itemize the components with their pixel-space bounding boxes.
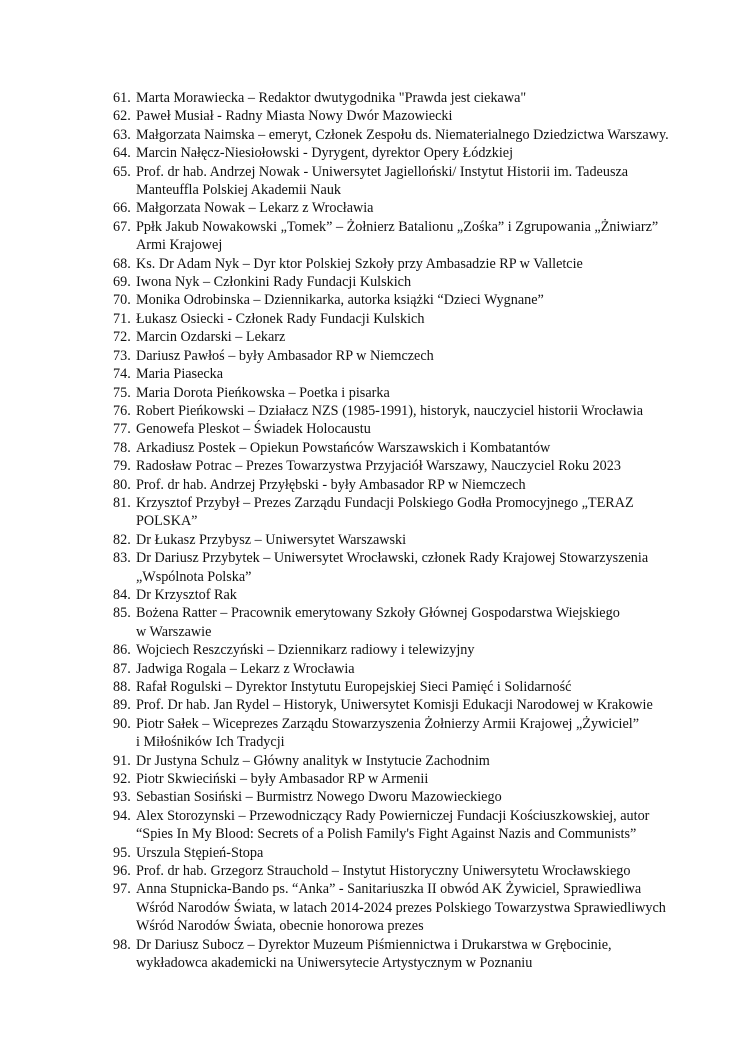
list-item [113, 788, 673, 806]
item-text-line: Paweł Musiał - Radny Miasta Nowy Dwór Mazowiecki [136, 108, 453, 125]
item-number: 86. [113, 642, 131, 659]
item-text-line: Wojciech Reszczyński – Dziennikarz radiowy i telewizyjny [136, 642, 475, 659]
item-text [136, 531, 673, 549]
list-item [113, 365, 673, 383]
list-item [113, 678, 673, 696]
list-item [113, 844, 673, 862]
item-text-line: Bożena Ratter – Pracownik emerytowany Szkoły Głównej Gospodarstwa Wiejskiego [136, 605, 620, 622]
item-text [136, 126, 673, 144]
item-number: 76. [113, 402, 131, 419]
list-item [113, 255, 673, 273]
item-number: 67. [113, 218, 131, 235]
item-text [136, 347, 673, 365]
item-text [136, 365, 673, 383]
item-text [136, 273, 673, 291]
list-item [113, 862, 673, 880]
list-item [113, 660, 673, 678]
item-text-line: Wśród Narodów Świata, w latach 2014-2024 prezes Polskiego Towarzystwa Sprawiedliwych [136, 899, 666, 916]
item-text-line: Iwona Nyk – Członkini Rady Fundacji Kulskich [136, 274, 412, 291]
item-number: 63. [113, 126, 131, 143]
item-text-line: Małgorzata Naimska – emeryt, Członek Zespołu ds. Niematerialnego Dziedzictwa Warszawy. [136, 126, 669, 143]
item-number: 71. [113, 310, 131, 327]
list-item [113, 347, 673, 365]
item-text [136, 715, 673, 752]
item-number: 90. [113, 715, 131, 732]
item-text-line: Arkadiusz Postek – Opiekun Powstańców Warszawskich i Kombatantów [136, 439, 551, 456]
list-item [113, 531, 673, 549]
list-item [113, 89, 673, 107]
item-text [136, 494, 673, 531]
list-item [113, 936, 673, 973]
list-item [113, 476, 673, 494]
list-item [113, 494, 673, 531]
item-text-line: Ks. Dr Adam Nyk – Dyr ktor Polskiej Szkoły przy Ambasadzie RP w Valletcie [136, 255, 583, 272]
item-number: 82. [113, 531, 131, 548]
item-text-line: Radosław Potrac – Prezes Towarzystwa Przyjaciół Warszawy, Nauczyciel Roku 2023 [136, 458, 621, 475]
list-item [113, 641, 673, 659]
list-item [113, 218, 673, 255]
list-item [113, 549, 673, 586]
item-text-line: Piotr Sałek – Wiceprezes Zarządu Stowarzyszenia Żołnierzy Armii Krajowej „Żywiciel” [136, 715, 640, 732]
item-number: 94. [113, 807, 131, 824]
list-item [113, 144, 673, 162]
item-text [136, 788, 673, 806]
list-item [113, 439, 673, 457]
item-number: 92. [113, 771, 131, 788]
item-number: 70. [113, 292, 131, 309]
item-text [136, 199, 673, 217]
item-number: 97. [113, 881, 131, 898]
item-text [136, 696, 673, 714]
list-item [113, 770, 673, 788]
list-item [113, 384, 673, 402]
item-number: 62. [113, 108, 131, 125]
item-text-line: Jadwiga Rogala – Lekarz z Wrocławia [136, 660, 355, 677]
item-number: 98. [113, 936, 131, 953]
item-text-line: Krzysztof Przybył – Prezes Zarządu Fundacji Polskiego Godła Promocyjnego „TERAZ [136, 494, 634, 511]
item-text [136, 402, 673, 420]
item-text-line: Marcin Ozdarski – Lekarz [136, 329, 286, 346]
item-text [136, 549, 673, 586]
item-text-line: Armi Krajowej [136, 237, 223, 254]
item-text [136, 439, 673, 457]
item-number: 91. [113, 752, 131, 769]
item-text [136, 107, 673, 125]
item-text-line: Genowefa Pleskot – Świadek Holocaustu [136, 421, 371, 438]
item-text-line: Robert Pieńkowski – Działacz NZS (1985-1991), historyk, nauczyciel historii Wrocławia [136, 402, 644, 419]
item-text-line: “Spies In My Blood: Secrets of a Polish Family's Fight Against Nazis and Communists” [136, 826, 637, 843]
item-text [136, 310, 673, 328]
item-text [136, 144, 673, 162]
item-text [136, 291, 673, 309]
item-text-line: Łukasz Osiecki - Członek Rady Fundacji Kulskich [136, 310, 425, 327]
item-number: 93. [113, 789, 131, 806]
list-item [113, 604, 673, 641]
list-item [113, 715, 673, 752]
list-item [113, 291, 673, 309]
item-text [136, 641, 673, 659]
item-number: 77. [113, 421, 131, 438]
item-text [136, 89, 673, 107]
item-text [136, 678, 673, 696]
item-number: 87. [113, 660, 131, 677]
list-item [113, 273, 673, 291]
item-text [136, 862, 673, 880]
item-text-line: Piotr Skwieciński – były Ambasador RP w Armenii [136, 771, 429, 788]
signatories-list [113, 89, 673, 973]
item-number: 79. [113, 458, 131, 475]
item-number: 83. [113, 550, 131, 567]
item-text [136, 660, 673, 678]
list-item [113, 696, 673, 714]
item-text-line: Małgorzata Nowak – Lekarz z Wrocławia [136, 200, 374, 217]
list-item [113, 163, 673, 200]
item-text [136, 844, 673, 862]
item-text [136, 328, 673, 346]
item-text [136, 218, 673, 255]
item-text [136, 476, 673, 494]
list-item [113, 402, 673, 420]
list-item [113, 310, 673, 328]
list-item [113, 199, 673, 217]
item-text [136, 752, 673, 770]
item-number: 68. [113, 255, 131, 272]
item-text [136, 420, 673, 438]
item-number: 61. [113, 90, 131, 106]
item-number: 80. [113, 476, 131, 493]
item-text-line: Monika Odrobinska – Dziennikarka, autorka książki “Dzieci Wygnane” [136, 292, 544, 309]
item-text-line: Dariusz Pawłoś – były Ambasador RP w Niemczech [136, 347, 434, 364]
item-text [136, 770, 673, 788]
item-text-line: Marta Morawiecka – Redaktor dwutygodnika "Prawda jest ciekawa" [136, 90, 527, 106]
item-text-line: Anna Stupnicka-Bando ps. “Anka” - Sanitariuszka II obwód AK Żywiciel, Sprawiedliwa [136, 881, 642, 898]
item-text-line: Ppłk Jakub Nowakowski „Tomek” – Żołnierz Batalionu „Zośka” i Zgrupowania „Żniwiarz” [136, 218, 659, 235]
list-item [113, 107, 673, 125]
item-number: 78. [113, 439, 131, 456]
list-item [113, 752, 673, 770]
item-text [136, 384, 673, 402]
item-text-line: Rafał Rogulski – Dyrektor Instytutu Europejskiej Sieci Pamięć i Solidarność [136, 679, 572, 695]
item-number: 85. [113, 605, 131, 622]
item-number: 95. [113, 844, 131, 861]
list-item [113, 807, 673, 844]
item-number: 69. [113, 274, 131, 291]
item-text-line: POLSKA” [136, 513, 198, 530]
item-text-line: Prof. dr hab. Andrzej Nowak - Uniwersytet Jagielloński/ Instytut Historii im. Tadeusza [136, 163, 629, 180]
list-item [113, 328, 673, 346]
list-item [113, 457, 673, 475]
item-text [136, 936, 673, 973]
item-number: 89. [113, 697, 131, 714]
item-text-line: Dr Krzysztof Rak [136, 586, 237, 603]
item-number: 65. [113, 163, 131, 180]
item-text-line: Marcin Nałęcz-Niesiołowski - Dyrygent, dyrektor Opery Łódzkiej [136, 145, 514, 162]
item-number: 84. [113, 586, 131, 603]
item-number: 81. [113, 494, 131, 511]
item-text-line: Manteuffla Polskiej Akademii Nauk [136, 182, 342, 199]
item-text-line: i Miłośników Ich Tradycji [136, 734, 285, 751]
item-text-line: Sebastian Sosiński – Burmistrz Nowego Dworu Mazowieckiego [136, 789, 502, 806]
item-text-line: Dr Justyna Schulz – Główny analityk w Instytucie Zachodnim [136, 752, 490, 769]
item-text-line: Dr Dariusz Przybytek – Uniwersytet Wrocławski, członek Rady Krajowej Stowarzyszenia [136, 550, 649, 567]
item-number: 96. [113, 863, 131, 880]
item-text-line: Dr Łukasz Przybysz – Uniwersytet Warszawski [136, 531, 407, 548]
item-text [136, 586, 673, 604]
item-number: 73. [113, 347, 131, 364]
item-text-line: Dr Dariusz Subocz – Dyrektor Muzeum Piśmiennictwa i Drukarstwa w Grębocinie, [136, 936, 612, 953]
list-item [113, 586, 673, 604]
item-text [136, 880, 673, 935]
item-number: 72. [113, 329, 131, 346]
item-number: 88. [113, 679, 131, 695]
item-text-line: Prof. dr hab. Andrzej Przyłębski - były Ambasador RP w Niemczech [136, 476, 526, 493]
item-text-line: „Wspólnota Polska” [136, 568, 252, 585]
item-text [136, 604, 673, 641]
list-item [113, 126, 673, 144]
list-item [113, 420, 673, 438]
item-text [136, 163, 673, 200]
item-text-line: Prof. Dr hab. Jan Rydel – Historyk, Uniwersytet Komisji Edukacji Narodowej w Krakowie [136, 697, 653, 714]
item-text-line: w Warszawie [136, 623, 212, 640]
list-item [113, 880, 673, 935]
item-text [136, 255, 673, 273]
item-text [136, 807, 673, 844]
item-number: 64. [113, 145, 131, 162]
item-number: 66. [113, 200, 131, 217]
item-text-line: Alex Storozynski – Przewodniczący Rady Powierniczej Fundacji Kościuszkowskiej, autor [136, 807, 650, 824]
item-text-line: Maria Piasecka [136, 366, 224, 383]
item-text-line: Maria Dorota Pieńkowska – Poetka i pisarka [136, 384, 390, 401]
item-text-line: Urszula Stępień-Stopa [136, 844, 264, 861]
item-text-line: wykładowca akademicki na Uniwersytecie Artystycznym w Poznaniu [136, 955, 533, 972]
item-text-line: Prof. dr hab. Grzegorz Strauchold – Instytut Historyczny Uniwersytetu Wrocławskiego [136, 863, 631, 880]
item-text [136, 457, 673, 475]
item-number: 74. [113, 366, 131, 383]
item-number: 75. [113, 384, 131, 401]
item-text-line: Wśród Narodów Świata, obecnie honorowa prezes [136, 918, 424, 935]
